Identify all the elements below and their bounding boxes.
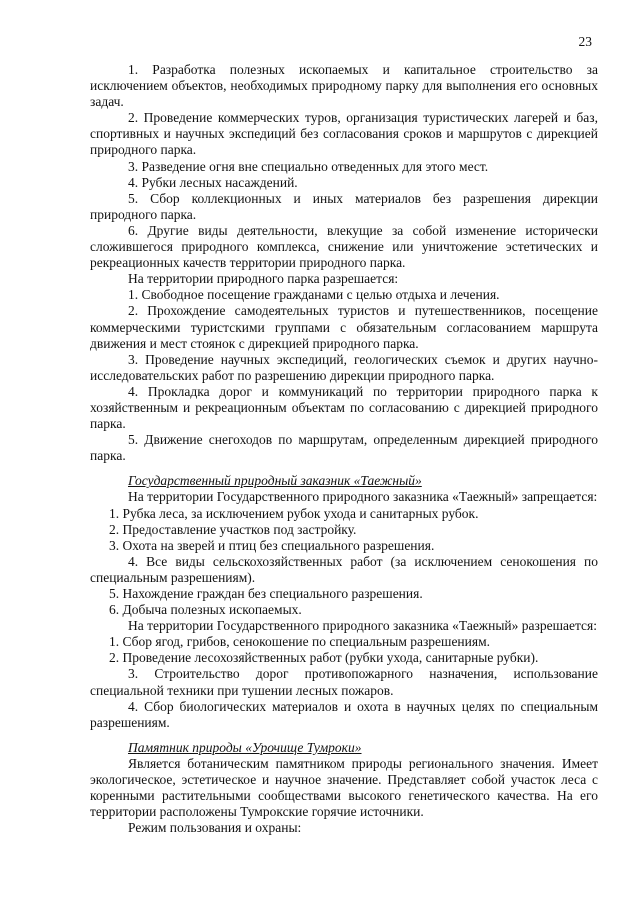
park-prohibited-3: 3. Разведение огня вне специально отведенных для этого мест. [128,158,489,174]
park-prohibited-2: 2. Проведение коммерческих туров, организация туристических лагерей и баз, спортивных и научных экспедиций без согласования сроков и маршрутов с дирекцией природного парка. [90,110,598,158]
park-allowed-3: 3. Проведение научных экспедиций, геологических съемок и других научно-исследовательских работ по разрешению дирекции природного парка. [90,351,598,383]
reserve-prohibited-6: 6. Добыча полезных ископаемых. [109,602,302,618]
park-prohibited-6: 6. Другие виды деятельности, влекущие за собой изменение исторически сложившегося природного комплекса, снижение или уничтожение эстетических и рекреационных качеств территории природного парка. [90,222,598,271]
park-allowed-1: 1. Свободное посещение гражданами с целью отдыха и лечения. [128,287,500,303]
reserve-prohibited-5: 5. Нахождение граждан без специального разрешения. [109,586,423,601]
page-number: 23 [578,34,592,49]
park-allowed-4: 4. Прокладка дорог и коммуникаций по территории природного парка к хозяйственным и рекреационным объектам по согласованию с дирекцией природного парка. [90,383,598,432]
monument-heading: Памятник природы «Урочище Тумроки» [128,739,362,755]
reserve-prohibited-3: 3. Охота на зверей и птиц без специального разрешения. [109,537,435,553]
park-allowed-intro: На территории природного парка разрешается: [128,271,399,287]
reserve-allowed-3: 3. Строительство дорог противопожарного назначения, использование специальной техники при тушении лесных пожаров. [90,666,598,698]
reserve-prohibited-2: 2. Предоставление участков под застройку. [109,521,357,537]
park-allowed-2: 2. Прохождение самодеятельных туристов и путешественников, посещение коммерческими туристскими группами с обязательным согласованием маршрута движения и мест стоянок с дирекцией природного парка. [90,303,598,351]
monument-regime: Режим пользования и охраны: [128,820,302,836]
reserve-allowed-1: 1. Сбор ягод, грибов, сенокошение по специальным разрешениям. [109,634,491,650]
reserve-allowed-intro: На территории Государственного природного заказника «Таежный» разрешается: [128,618,597,634]
reserve-prohibited-4: 4. Все виды сельскохозяйственных работ (за исключением сенокошения по специальным разрешениям). [90,553,598,585]
reserve-allowed-4: 4. Сбор биологических материалов и охота в научных целях по специальным разрешениям. [90,698,598,730]
monument-description: Является ботаническим памятником природы регионального значения. Имеет экологическое, эстетическое и научное значение. Представляет собой участок леса с коренными растительными сообществами высокого генетического качества. На его территории расположены Тумрокские горячие источники. [90,755,598,820]
document-body [90,62,598,836]
park-prohibited-4: 4. Рубки лесных насаждений. [128,174,298,190]
park-prohibited-5: 5. Сбор коллекционных и иных материалов без разрешения дирекции природного парка. [90,190,598,222]
reserve-prohibited-1: 1. Рубка леса, за исключением рубок ухода и санитарных рубок. [109,505,479,521]
reserve-prohibited-intro: На территории Государственного природного заказника «Таежный» запрещается: [128,489,598,505]
reserve-allowed-2: 2. Проведение лесохозяйственных работ (рубки ухода, санитарные рубки). [109,650,539,666]
reserve-heading: Государственный природный заказник «Таежный» [128,473,422,489]
park-prohibited-1: 1. Разработка полезных ископаемых и капитальное строительство за исключением объектов, необходимых природному парку для выполнения его основных задач. [90,62,598,110]
park-allowed-5: 5. Движение снегоходов по маршрутам, определенным дирекцией природного парка. [90,432,598,464]
